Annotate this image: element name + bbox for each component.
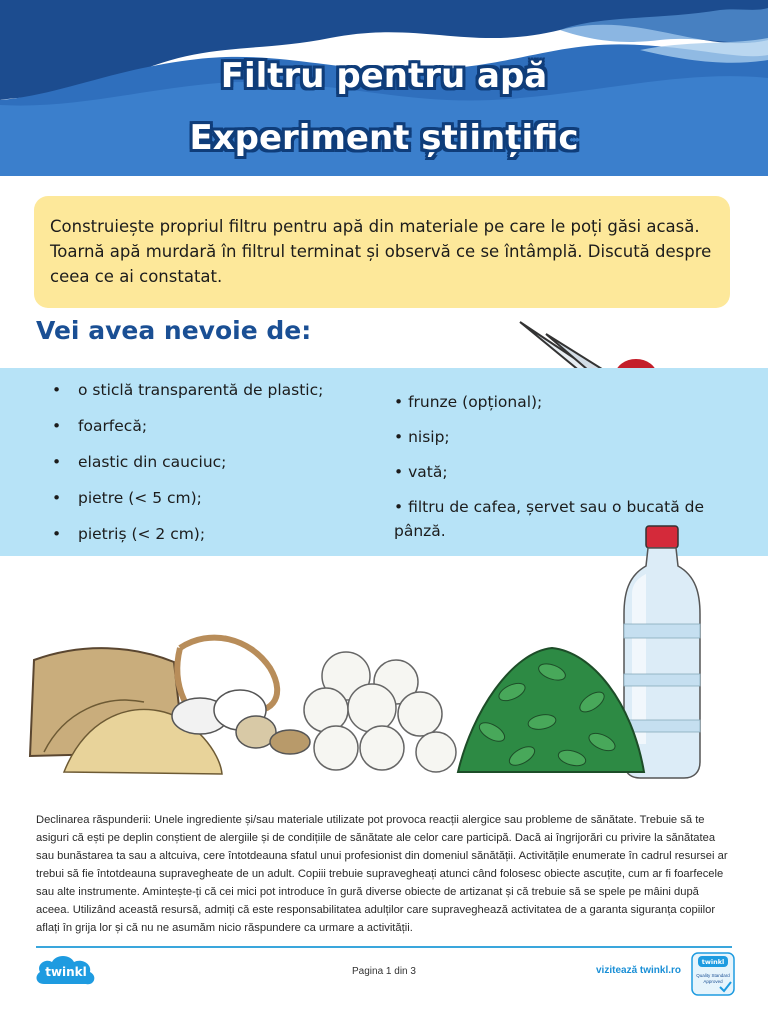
materials-list-left [52,378,323,558]
intro-box [34,196,730,308]
footer-divider [36,946,732,948]
list-item-text: pietriș (< 2 cm); [78,525,206,543]
list-item [52,450,323,486]
list-item [52,414,323,450]
list-item [52,378,323,414]
list-item: • nisip; [394,428,450,446]
quality-badge-icon [690,951,736,997]
list-item [52,486,323,522]
website-link[interactable]: vizitează twinkl.ro [596,965,682,976]
materials-heading: Vei avea nevoie de: [36,316,312,345]
bullet: • [52,381,62,399]
list-item-text: elastic din cauciuc; [78,453,227,471]
bullet: • [52,453,62,471]
bullet: • [52,489,62,507]
badge-line2: Approved [703,979,723,984]
cotton-balls-illustration [296,648,466,780]
badge-line1: Quality Standard [696,973,730,978]
list-item-text: o sticlă transparentă de plastic; [78,381,324,399]
page-title-line1: Filtru pentru apă [220,56,548,96]
bullet: • [52,417,62,435]
header-banner [0,0,768,176]
intro-text: Construiește propriul filtru pentru apă din materiale pe care le poți găsi acasă. Toarnă apă murdară în filtrul terminat și observă ce se întâmplă. Discută despre ceea ce ai constatat. [50,217,712,286]
disclaimer-text: Declinarea răspunderii: Unele ingrediente și/sau materiale utilizate pot provoca reacții alergice sau probleme de sănătate. Trebuie să te asiguri că ești pe deplin conștient de alergiile și de condițiile de sănătate ale celor care participă. Dacă ai îngrijorări cu privire la sănătatea sau bunăstarea ta sau a altcuiva, cere întotdeauna sfatul unui profesionist din domeniul sănătății. Activitățile enumerate în cadrul resursei ar trebui să fie întotdeauna supravegheate de un adult. Copiii trebuie supravegheați atunci când folosesc obiecte ascuțite, cum ar fi foarfecele sau alte instrumente. Amintește-ți că cei mici pot introduce în gură diverse obiecte de artizanat și că trebuie să se spele pe mâini după aceea. Utilizând această resursă, admiți că este responsabilitatea adulților care supraveghează activitatea de a garanta siguranța copiilor aflați în grija lor și că nu ne asumăm nicio răspundere ca urmare a activității. [36,814,728,934]
list-item [52,522,323,558]
list-item-text: pietre (< 5 cm); [78,489,202,507]
list-item: • filtru de cafea, șervet sau o bucată de pânză. [394,498,704,540]
list-item: • vată; [394,463,448,481]
list-item: • frunze (opțional); [394,393,543,411]
page-number: Pagina 1 din 3 [352,966,416,977]
list-item-text: foarfecă; [78,417,148,435]
leaves-pile-illustration [452,632,648,782]
badge-title: twinkl [701,958,725,966]
bullet: • [52,525,62,543]
page-title-line2: Experiment științific [189,118,579,158]
logo-text: twinkl [45,965,87,979]
